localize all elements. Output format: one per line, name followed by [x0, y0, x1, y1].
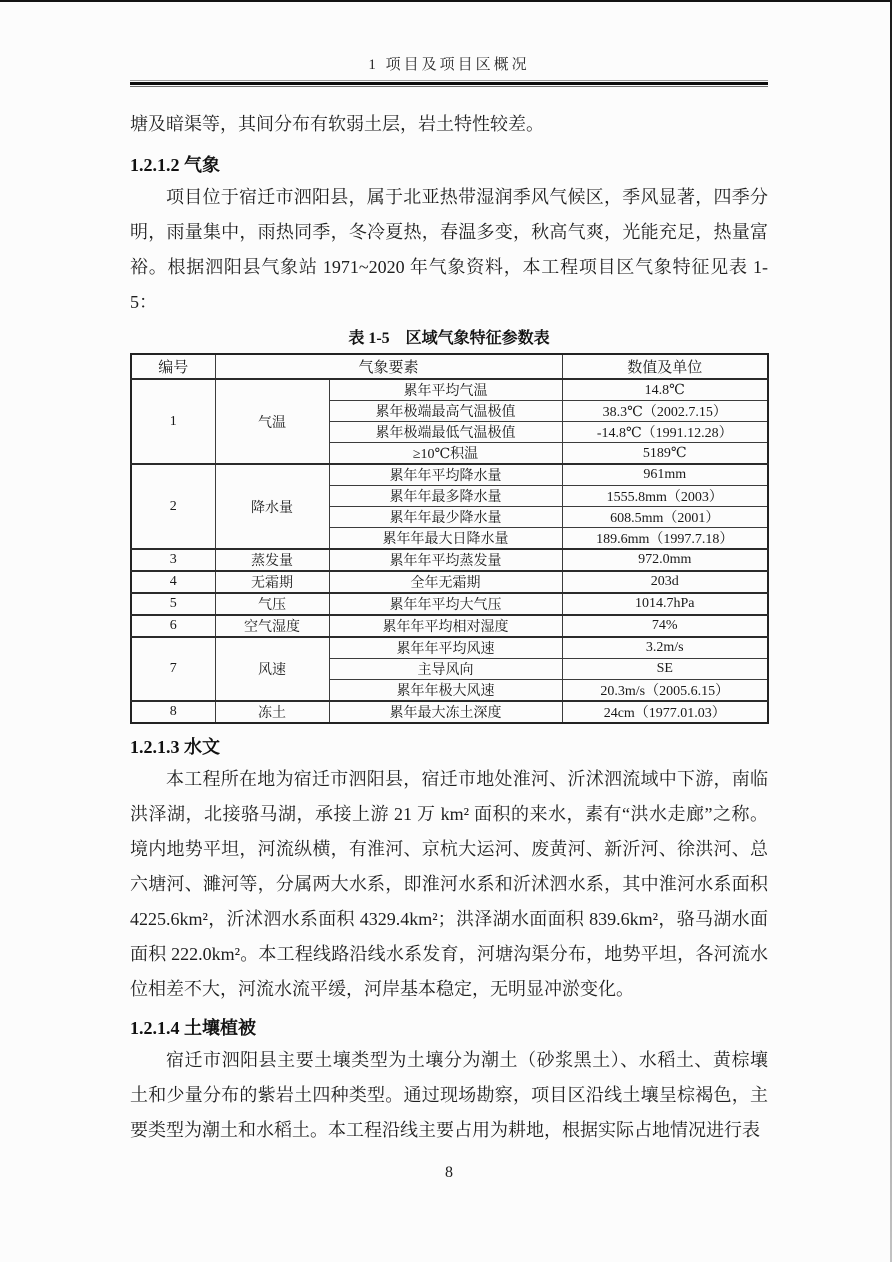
row-number-cell: 7	[131, 637, 215, 701]
paragraph-hydrology: 本工程所在地为宿迁市泗阳县，宿迁市地处淮河、沂沭泗流域中下游，南临洪泽湖，北接骆马湖，承接上游 21 万 km² 面积的来水，素有“洪水走廊”之称。境内地势平坦，河流纵横，有淮河、京杭大运河、废黄河、新沂河、徐洪河、总六塘河、濉河等，分属两大水系，即淮河水系和沂沭泗水系，其中淮河水系面积 4225.6km²，沂沭泗水系面积 4329.4km²；洪泽湖水面面积 839.6km²，骆马湖水面面积 222.0km²。本工程线路沿线水系发育，河塘沟渠分布，地势平坦，各河流水位相差不大，河流水流平缓，河岸基本稳定，无明显冲淤变化。	[130, 769, 768, 999]
item-cell: 累年年最少降水量	[329, 507, 562, 528]
value-cell: 972.0mm	[562, 549, 768, 571]
item-cell: 累年最大冻土深度	[329, 701, 562, 723]
col-header-number: 编号	[131, 354, 215, 379]
item-cell: 累年极端最低气温极值	[329, 422, 562, 443]
value-cell: 20.3m/s（2005.6.15）	[562, 680, 768, 702]
col-header-value: 数值及单位	[562, 354, 768, 379]
value-cell: 608.5mm（2001）	[562, 507, 768, 528]
table-row	[131, 615, 768, 637]
climate-parameters-table	[130, 353, 769, 724]
value-cell: 5189℃	[562, 443, 768, 465]
value-cell: 189.6mm（1997.7.18）	[562, 528, 768, 550]
table-row	[131, 701, 768, 723]
row-number-cell: 8	[131, 701, 215, 723]
header-rule-thin-bottom	[130, 86, 768, 87]
item-cell: 累年年平均相对湿度	[329, 615, 562, 637]
category-cell: 降水量	[215, 464, 329, 549]
category-cell: 无霜期	[215, 571, 329, 593]
table-row	[131, 464, 768, 486]
value-cell: -14.8℃（1991.12.28）	[562, 422, 768, 443]
category-cell: 冻土	[215, 701, 329, 723]
category-cell: 气压	[215, 593, 329, 615]
table-caption: 表 1-5 区域气象特征参数表	[348, 330, 550, 347]
item-cell: 累年年最大日降水量	[329, 528, 562, 550]
item-cell: 累年极端最高气温极值	[329, 401, 562, 422]
table-row	[131, 549, 768, 571]
category-cell: 风速	[215, 637, 329, 701]
item-cell: 主导风向	[329, 659, 562, 680]
header-rule	[130, 80, 768, 87]
page-number: 8	[445, 1164, 453, 1181]
item-cell: ≥10℃积温	[329, 443, 562, 465]
item-cell: 累年年极大风速	[329, 680, 562, 702]
table-header-row	[131, 354, 768, 379]
category-cell: 空气湿度	[215, 615, 329, 637]
value-cell: 961mm	[562, 464, 768, 486]
row-number-cell: 6	[131, 615, 215, 637]
row-number-cell: 2	[131, 464, 215, 549]
running-header-title: 1 项目及项目区概况	[368, 57, 530, 73]
col-header-element: 气象要素	[215, 354, 562, 379]
row-number-cell: 1	[131, 379, 215, 464]
paragraph-continuation: 塘及暗渠等，其间分布有软弱土层，岩土特性较差。	[130, 114, 544, 134]
item-cell: 累年平均气温	[329, 379, 562, 401]
scan-edge-top	[0, 0, 892, 2]
row-number-cell: 4	[131, 571, 215, 593]
paragraph-soil-vegetation: 宿迁市泗阳县主要土壤类型为土壤分为潮土（砂浆黑土）、水稻土、黄棕壤土和少量分布的紫岩土四种类型。通过现场勘察，项目区沿线土壤呈棕褐色，主要类型为潮土和水稻土。本工程沿线主要占用为耕地，根据实际占地情况进行表	[130, 1050, 768, 1140]
value-cell: 24cm（1977.01.03）	[562, 701, 768, 723]
item-cell: 累年年平均风速	[329, 637, 562, 659]
heading-hydrology: 1.2.1.3 水文	[130, 737, 220, 757]
value-cell: 1555.8mm（2003）	[562, 486, 768, 507]
table-row	[131, 637, 768, 659]
table-row	[131, 593, 768, 615]
value-cell: 74%	[562, 615, 768, 637]
item-cell: 累年年平均降水量	[329, 464, 562, 486]
table-row	[131, 379, 768, 401]
value-cell: 38.3℃（2002.7.15）	[562, 401, 768, 422]
category-cell: 蒸发量	[215, 549, 329, 571]
heading-meteorology: 1.2.1.2 气象	[130, 155, 220, 175]
header-rule-thin-top	[130, 80, 768, 81]
value-cell: 203d	[562, 571, 768, 593]
item-cell: 累年年平均大气压	[329, 593, 562, 615]
table-row	[131, 571, 768, 593]
heading-soil-vegetation: 1.2.1.4 土壤植被	[130, 1018, 256, 1038]
category-cell: 气温	[215, 379, 329, 464]
page-content	[130, 0, 768, 1148]
value-cell: SE	[562, 659, 768, 680]
item-cell: 累年年最多降水量	[329, 486, 562, 507]
row-number-cell: 5	[131, 593, 215, 615]
item-cell: 累年年平均蒸发量	[329, 549, 562, 571]
value-cell: 1014.7hPa	[562, 593, 768, 615]
value-cell: 3.2m/s	[562, 637, 768, 659]
item-cell: 全年无霜期	[329, 571, 562, 593]
paragraph-meteorology: 项目位于宿迁市泗阳县，属于北亚热带湿润季风气候区，季风显著，四季分明，雨量集中，雨热同季，冬冷夏热，春温多变，秋高气爽，光能充足，热量富裕。根据泗阳县气象站 1971~2020 年气象资料，本工程项目区气象特征见表 1-5：	[130, 187, 768, 312]
row-number-cell: 3	[131, 549, 215, 571]
value-cell: 14.8℃	[562, 379, 768, 401]
header-rule-thick	[130, 82, 768, 85]
